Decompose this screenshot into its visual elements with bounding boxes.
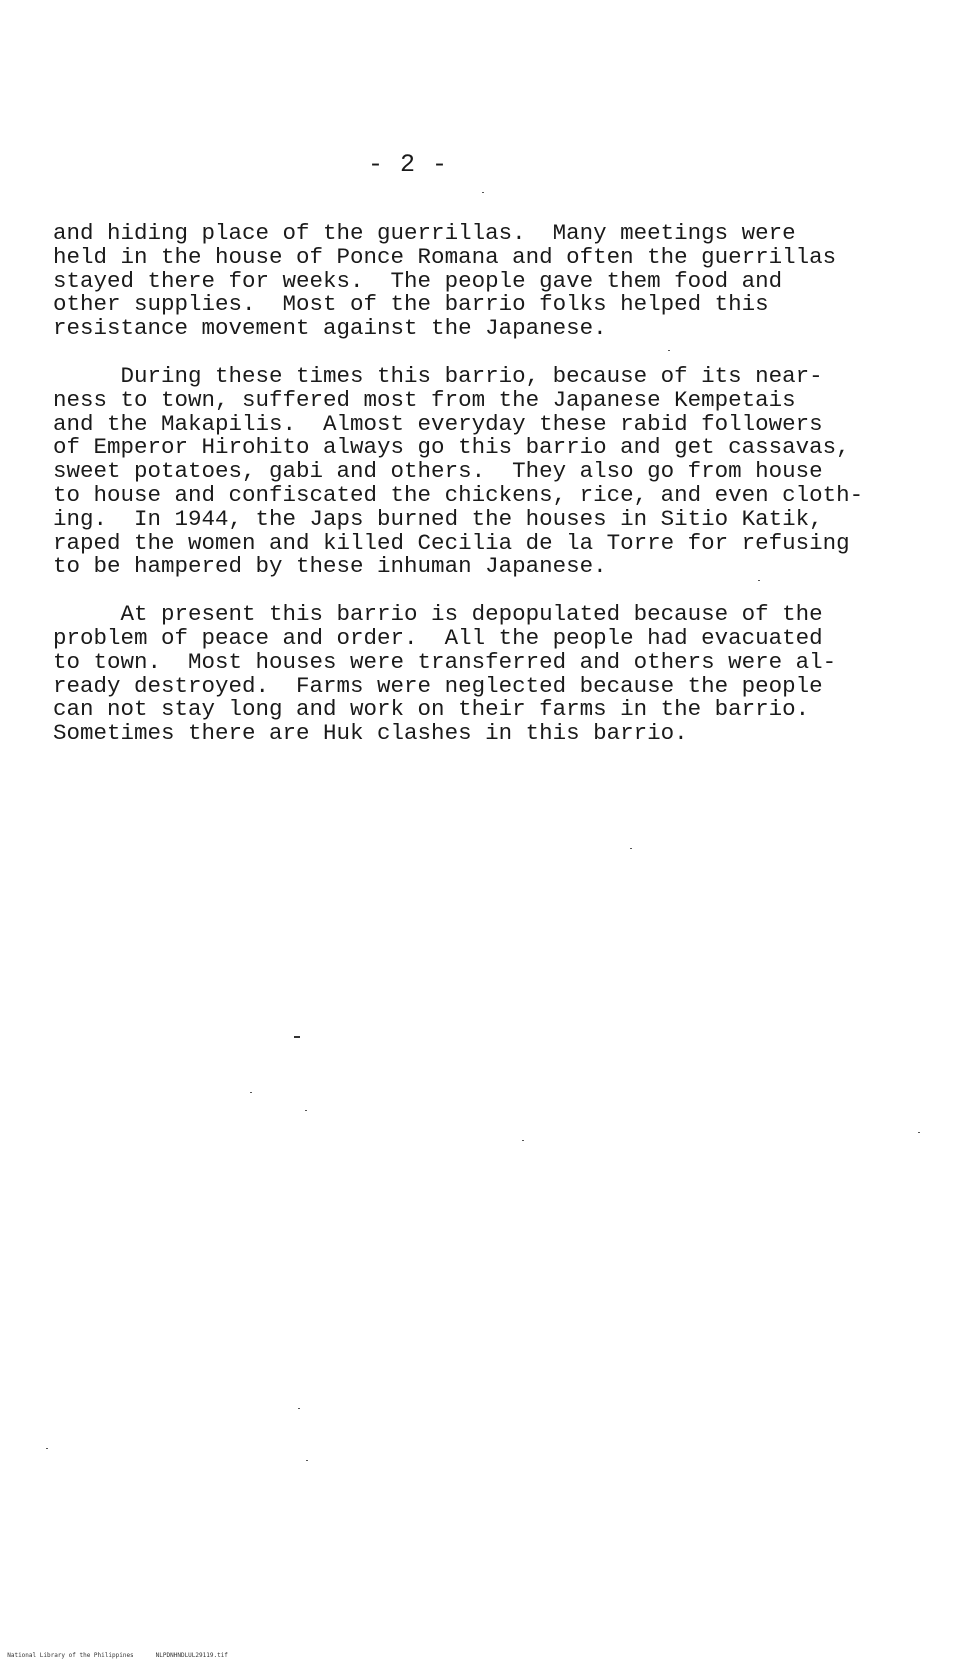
text-line: problem of peace and order. All the people had evacuated [53, 624, 823, 651]
scan-speck [758, 580, 760, 581]
scan-speck [250, 1092, 252, 1093]
scan-speck [918, 1132, 920, 1133]
text-line: and hiding place of the guerrillas. Many meetings were [53, 220, 796, 246]
paragraph-3 [53, 603, 953, 746]
text-line: to house and confiscated the chickens, rice, and even cloth- [53, 481, 864, 508]
text-line: and the Makapilis. Almost everyday these rabid followers [53, 410, 823, 437]
scan-footer [0, 1645, 250, 1659]
scan-speck [630, 848, 632, 849]
paragraph-2 [53, 362, 953, 580]
scan-speck [298, 1408, 300, 1409]
text-line: can not stay long and work on their farms in the barrio. [53, 696, 810, 723]
scan-speck [306, 1460, 308, 1461]
text-line: During these times this barrio, because of its near- [53, 362, 823, 389]
text-line: sweet potatoes, gabi and others. They also go from house [53, 458, 823, 485]
text-line: Sometimes there are Huk clashes in this barrio. [53, 720, 688, 747]
text-line: ness to town, suffered most from the Japanese Kempetais [53, 386, 796, 413]
page-number: - 2 - [368, 150, 449, 179]
paragraph-1 [53, 222, 953, 341]
document-body [53, 222, 953, 770]
scan-speck [668, 350, 670, 351]
text-line: held in the house of Ponce Romana and often the guerrillas [53, 243, 837, 270]
text-line: to town. Most houses were transferred and others were al- [53, 648, 837, 675]
text-line: resistance movement against the Japanese. [53, 315, 607, 342]
text-line: other supplies. Most of the barrio folks helped this [53, 291, 769, 318]
scan-mark [294, 1036, 300, 1038]
text-line: of Emperor Hirohito always go this barrio and get cassavas, [53, 434, 850, 461]
text-line: stayed there for weeks. The people gave them food and [53, 267, 783, 294]
text-line: ready destroyed. Farms were neglected because the people [53, 672, 823, 699]
footer-file-id: NLPDNHNDLUL29119.tif [155, 1652, 228, 1659]
scan-speck [305, 1110, 307, 1111]
text-line: ing. In 1944, the Japs burned the houses in Sitio Katik, [53, 505, 823, 532]
scan-speck [522, 1140, 524, 1141]
text-line: to be hampered by these inhuman Japanese. [53, 553, 607, 580]
footer-library: National Library of the Philippines [7, 1652, 134, 1659]
text-line: raped the women and killed Cecilia de la Torre for refusing [53, 529, 850, 556]
text-line: At present this barrio is depopulated because of the [53, 601, 823, 628]
scan-speck [46, 1448, 48, 1449]
scan-speck [482, 192, 484, 193]
